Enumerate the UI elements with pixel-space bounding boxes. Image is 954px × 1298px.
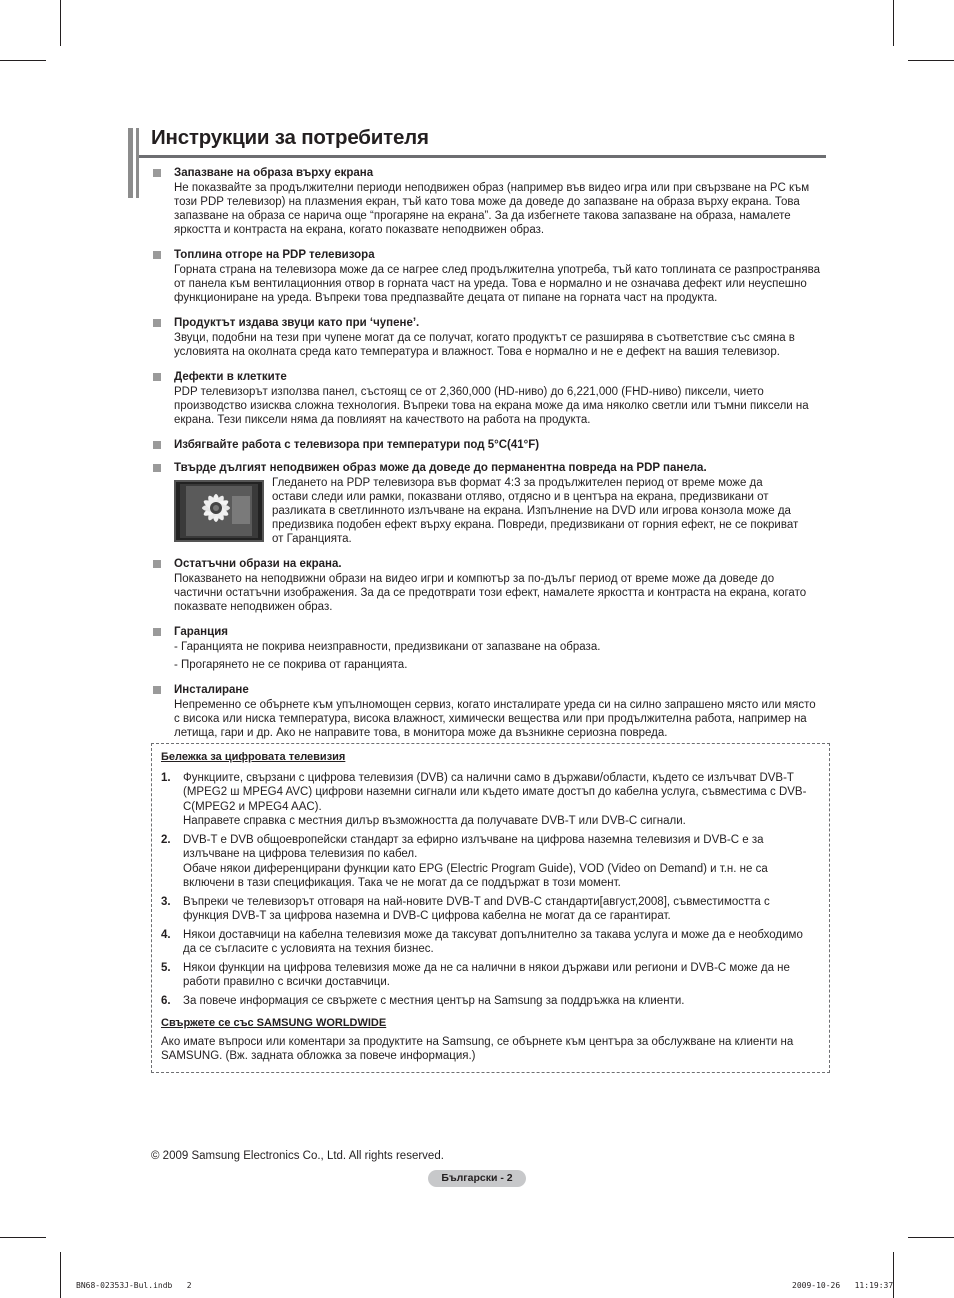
item-number: 2. (161, 833, 171, 846)
body-line: - Прогарянето не се покрива от гаранцията. (174, 659, 408, 671)
crop-mark (908, 60, 954, 61)
square-bullet-icon (153, 169, 161, 177)
body-line: производство изисква сложна технология. Въпреки това на екрана може да има няколко светли или тъмни пиксели на (174, 400, 809, 412)
list-item (151, 461, 827, 546)
copyright-text: © 2009 Samsung Electronics Co., Ltd. All rights reserved. (151, 1150, 444, 1162)
body-line: показвате неподвижен образ. (174, 601, 333, 613)
square-bullet-icon (153, 441, 161, 449)
body-line: яркостта и контраста на екрана, когато показвате неподвижен образ. (174, 224, 545, 236)
body-line: разликата в светлинното излъчване на екрана. Изпълнение на DVD или игрова конзола може да (272, 505, 791, 517)
body-line: Не показвайте за продължителни периоди неподвижен образ (например във видео игра или при свързване на PC към (174, 182, 810, 194)
body-line: от Гаранцията. (272, 533, 352, 545)
print-slug-file: BN68-02353J-Bul.indb 2 (76, 1281, 192, 1290)
list-item (161, 961, 823, 990)
section-heading: Инсталиране (174, 684, 249, 696)
list-item (161, 895, 823, 924)
list-item (151, 625, 827, 672)
body-line: запазване на образа се нарича още “прогаряне на екрана”. За да избегнете такова запазване на образа, намалете (174, 210, 791, 222)
list-item (161, 771, 823, 829)
body-line: SAMSUNG. (Вж. задната обложка за повече информация.) (161, 1050, 476, 1062)
square-bullet-icon (153, 686, 161, 694)
body-line: летища, гари и др. Ако не направите това, в монитора може да възникне сериозна повреда. (174, 727, 668, 739)
section-heading: Продуктът издава звуци като при ‘чупене’. (174, 317, 420, 329)
body-line: Някои функции на цифрова телевизия може да не са налични в някои държави или региони и DVB-C може да не (183, 961, 790, 974)
header-accent-bar (136, 128, 139, 198)
body-line: включени в тази спецификация. Така че не могат да се поддържат в този момент. (183, 877, 621, 889)
item-number: 6. (161, 994, 171, 1007)
list-item (151, 683, 827, 740)
item-number: 4. (161, 928, 171, 941)
list-item (151, 316, 827, 359)
body-line: излъчване на цифрова телевизия по кабел. (183, 848, 418, 860)
crop-mark (908, 1237, 954, 1238)
crop-mark (893, 0, 894, 46)
body-line: PDP телевизорът използва панел, състоящ се от 2,360,000 (HD-ниво) до 6,221,000 (FHD-ниво) пиксели, чието (174, 386, 764, 398)
list-item (151, 438, 827, 452)
crop-mark (60, 0, 61, 46)
body-line: Направете справка с местния дилър възможността да получавате DVB-T или DVB-C сигнали. (183, 815, 686, 827)
section-heading: Запазване на образа върху екрана (174, 167, 374, 179)
section-heading: Остатъчни образи на екрана. (174, 558, 342, 570)
item-number: 3. (161, 895, 171, 908)
body-line: предизвика подобен ефект върху екрана. Повреди, предизвикани от горния ефект, не се покриват (272, 519, 799, 531)
page-title: Инструкции за потребителя (151, 126, 429, 149)
section-heading: Избягвайте работа с телевизора при температури под 5°C(41°F) (174, 439, 540, 451)
body-line: този PDP телевизор) на плазмения екран, тъй като това може да доведе до запазване на образа върху екрана. Това (174, 196, 800, 208)
crop-mark (0, 1237, 46, 1238)
body-line: с висока или ниска температура, висока влажност, химически вещества или при продължителна работа, например на (174, 713, 807, 725)
header-accent-bar (128, 128, 133, 198)
body-line: C(MPEG2 и MPEG4 AAC). (183, 800, 322, 813)
section-heading: Твърде дългият неподвижен образ може да доведе до перманентна повреда на PDP панела. (174, 462, 707, 474)
square-bullet-icon (153, 560, 161, 568)
body-line: остави следи или рамки, показвани отляво, отдясно и в центъра на екрана, предизвикани от (272, 491, 769, 503)
crop-mark (60, 1252, 61, 1298)
print-slug-time: 2009-10-26 11:19:37 (792, 1281, 894, 1290)
body-line: Въпреки че телевизорът отговаря на най-новите DVB-T and DVB-C стандарти[август,2008], съвместимостта с (183, 895, 770, 908)
section-heading: Гаранция (174, 626, 228, 638)
body-line: условията на околната среда като температура и влажност. Това е нормално и не е дефект на вашия телевизор. (174, 346, 780, 358)
body-line: Звуци, подобни на тези при чупене могат да се получат, когато продуктът се разширява в съответствие със смяна в (174, 332, 795, 344)
body-line: Функциите, свързани с цифрова телевизия (DVB) са налични само в държави/области, където се излъчват DVB-T (183, 771, 794, 784)
crop-mark (893, 1252, 894, 1298)
crop-mark (0, 60, 46, 61)
body-line: функция DVB-T за цифрова наземна и DVB-C цифрова кабелна не могат да се гарантират. (183, 910, 671, 922)
body-line: (MPEG2 ш MPEG4 AVC) цифрови наземни сигнали или където имате достъп до кабелна услуга, съвместима с DVB- (183, 786, 807, 798)
body-line: Горната страна на телевизора може да се нагрее след продължителна употреба, тъй като топлината се разпространява (174, 264, 821, 276)
body-line: Непременно се обърнете към упълномощен сервиз, когато инсталирате уреда си на силно запрашено място или място (174, 699, 816, 711)
body-line: екрана. Тези пиксели няма да повлияят на качеството на работа на продукта. (174, 414, 591, 426)
body-line: от панела към вентилационния отвор в горната част на уреда. Това е нормално и не означава дефект или неуспешно (174, 278, 807, 290)
instructions-list (151, 166, 827, 749)
body-line: DVB-T е DVB общоевропейски стандарт за ефирно излъчване на цифрова наземна телевизия и DVB-C е за (183, 833, 764, 846)
square-bullet-icon (153, 628, 161, 636)
flower-tv-screen-image (174, 480, 264, 542)
page-number-badge: Български - 2 (428, 1170, 526, 1187)
square-bullet-icon (153, 464, 161, 472)
item-number: 5. (161, 961, 171, 974)
digital-tv-note (151, 743, 830, 1073)
contact-heading: Свържете се със SAMSUNG WORLDWIDE (161, 1017, 387, 1029)
body-line: Ако имате въпроси или коментари за продуктите на Samsung, се обърнете към центъра за обслужване на клиенти на (161, 1035, 794, 1048)
section-heading: Топлина отгоре на PDP телевизора (174, 249, 375, 261)
section-heading: Дефекти в клетките (174, 371, 287, 383)
body-line: работи правилно с всички доставчици. (183, 976, 390, 988)
body-line: Гледането на PDP телевизора във формат 4:3 за продължителен период от време може да (272, 477, 763, 489)
note-heading: Бележка за цифровата телевизия (161, 751, 346, 763)
list-item (151, 557, 827, 614)
body-line: За повече информация се свържете с местния център на Samsung за поддръжка на клиенти. (183, 994, 685, 1007)
body-line: - Гаранцията не покрива неизправности, предизвикани от запазване на образа. (174, 641, 601, 653)
square-bullet-icon (153, 373, 161, 381)
list-item (161, 994, 823, 1009)
body-line: функциониране на уреда. Въпреки това предпазвайте децата от пипане на горната част на продукта. (174, 292, 718, 304)
image-with-text (174, 476, 827, 546)
list-item (161, 833, 823, 891)
body-line: Някои доставчици на кабелна телевизия може да таксуват допълнително за такава услуга и може да е необходимо (183, 928, 803, 941)
list-item (151, 370, 827, 427)
body-line: Обаче някои диференцирани функции като EPG (Electric Program Guide), VOD (Video on Demand) и т.н. не са (183, 862, 768, 875)
body-line: да се съгласите с условията на техния бизнес. (183, 943, 434, 955)
title-divider (139, 155, 826, 158)
body-line: Показването на неподвижни образи на видео игри и компютър за по-дълъг период от време може да доведе до (174, 573, 775, 585)
list-item (151, 166, 827, 237)
square-bullet-icon (153, 251, 161, 259)
square-bullet-icon (153, 319, 161, 327)
note-list (161, 771, 823, 1009)
body-line: частични остатъчни изображения. За да се предотврати този ефект, намалете яркостта и контраста на екрана, когато (174, 587, 807, 599)
list-item (161, 928, 823, 957)
image-caption (272, 476, 798, 546)
flower-illustration (176, 482, 262, 540)
list-item (151, 248, 827, 305)
item-number: 1. (161, 771, 171, 784)
